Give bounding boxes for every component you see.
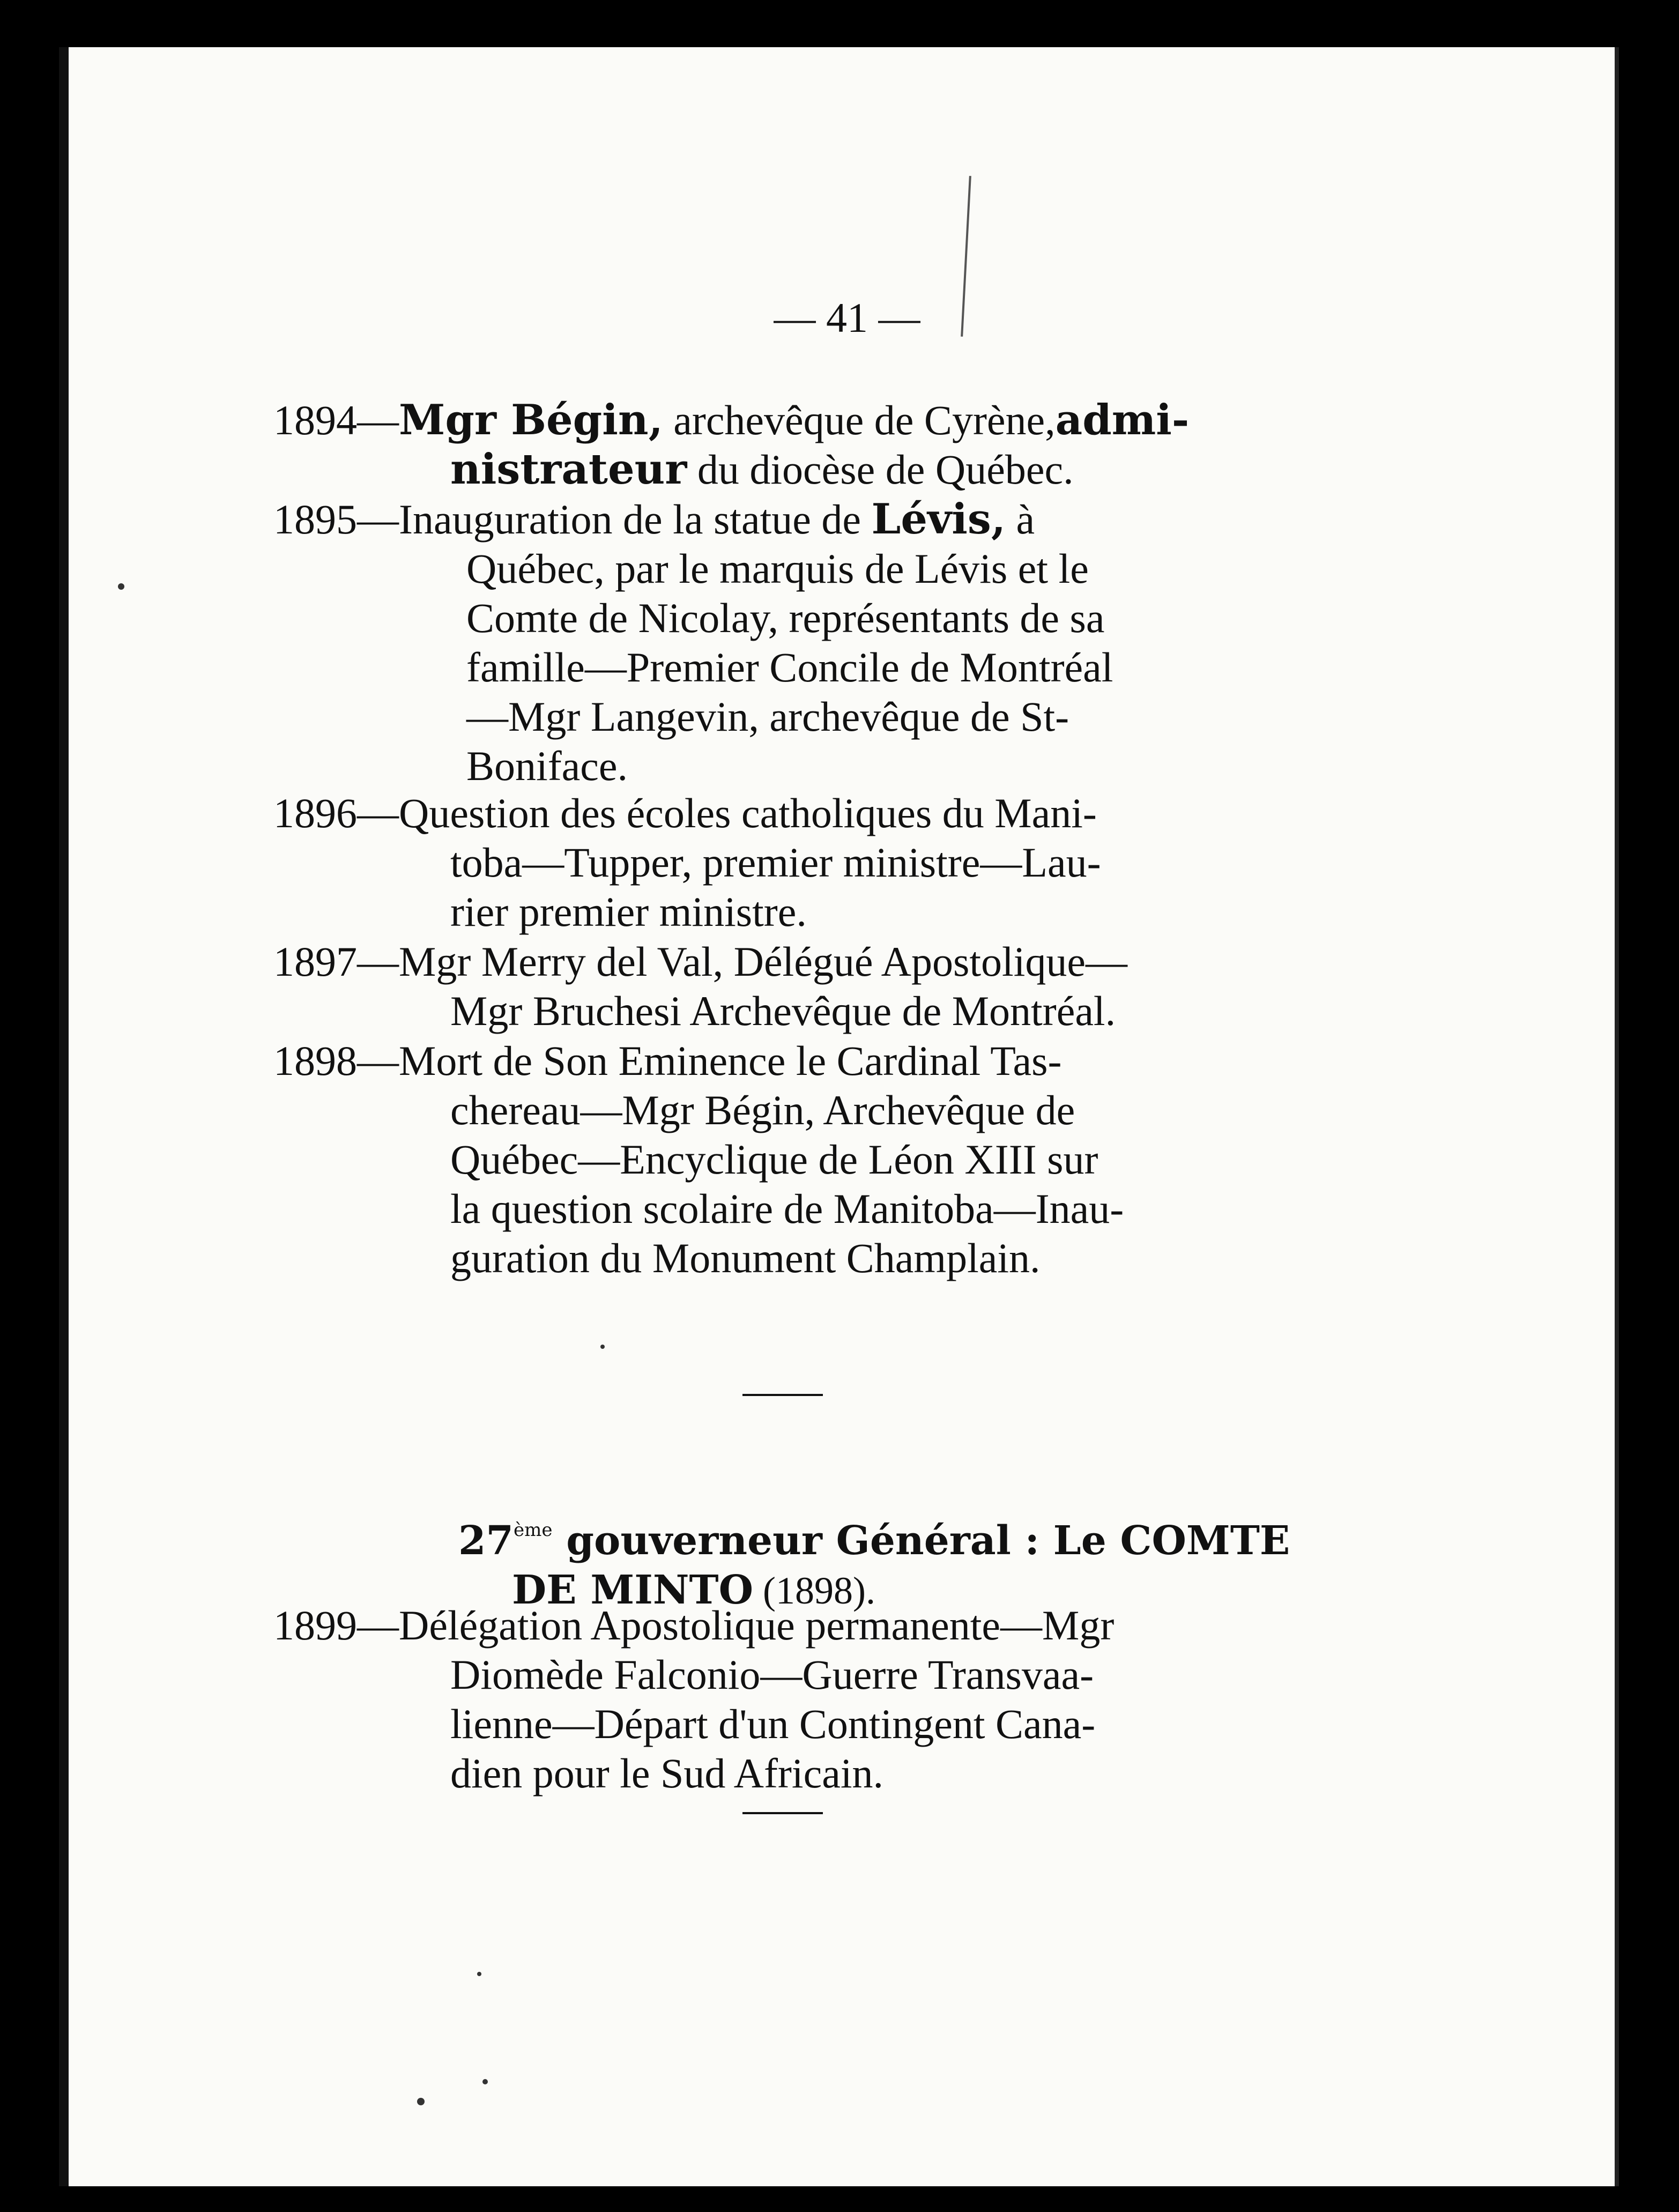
page-number: — 41 —: [774, 294, 920, 341]
chronology-entry-1899: [273, 1601, 1362, 1798]
section-heading: [458, 1505, 1290, 1615]
entry-line: rier premier ministre.: [450, 888, 807, 935]
book-page: [59, 47, 1619, 2186]
entry-text: Question des écoles catholiques du Mani-: [399, 790, 1097, 836]
heading-line-1: [458, 1505, 1290, 1565]
entry-line: la question scolaire de Manitoba—Inau-: [450, 1185, 1124, 1232]
entry-line: dien pour le Sud Africain.: [450, 1750, 883, 1797]
entry-year: 1898—: [273, 1037, 399, 1084]
entry-year: 1895—: [273, 496, 399, 543]
chronology-entry-1895: [273, 495, 1362, 791]
entry-line: [273, 495, 1362, 544]
print-speck: [118, 583, 124, 590]
chronology-entry-1896: [273, 789, 1362, 937]
entry-line: Comte de Nicolay, représentants de sa: [466, 595, 1105, 641]
entry-line: [273, 396, 1362, 445]
entry-line: Mgr Bruchesi Archevêque de Montréal.: [450, 988, 1116, 1034]
page-edge-left: [59, 47, 69, 2186]
entry-line: [273, 937, 1362, 986]
entry-line: [273, 445, 1362, 494]
entry-line: famille—Premier Concile de Montréal: [466, 644, 1113, 691]
heading-year: (1898).: [753, 1569, 875, 1612]
entry-line: Québec, par le marquis de Lévis et le: [466, 545, 1089, 592]
section-divider: [742, 1394, 823, 1396]
chronology-entry-1898: [273, 1036, 1362, 1283]
entry-line: Diomède Falconio—Guerre Transvaa-: [450, 1651, 1094, 1698]
entry-year: 1896—: [273, 790, 399, 836]
entry-text: Mgr Merry del Val, Délégué Apostolique—: [399, 938, 1127, 985]
print-speck: [600, 1345, 605, 1349]
entry-bold-name: Lévis,: [871, 495, 1006, 544]
entry-text: à: [1006, 496, 1035, 543]
entry-text: archevêque de Cyrène,: [663, 397, 1056, 443]
entry-line: [273, 1601, 1362, 1650]
entry-line: Boniface.: [466, 743, 628, 789]
entry-line: toba—Tupper, premier ministre—Lau-: [450, 839, 1101, 886]
entry-line: [273, 789, 1362, 838]
entry-line: guration du Monument Champlain.: [450, 1235, 1041, 1281]
entry-text: Mort de Son Eminence le Cardinal Tas-: [399, 1037, 1062, 1084]
entry-text: du diocèse de Québec.: [687, 446, 1074, 493]
entry-bold-name: Mgr Bégin,: [399, 396, 663, 444]
entry-year: 1897—: [273, 938, 399, 985]
entry-line: lienne—Départ d'un Contingent Cana-: [450, 1701, 1096, 1747]
entry-text: Inauguration de la statue de: [399, 496, 872, 543]
entry-line: [273, 1036, 1362, 1086]
entry-line: Québec—Encyclique de Léon XIII sur: [450, 1136, 1098, 1183]
heading-title: gouverneur Général : Le COMTE: [552, 1518, 1290, 1564]
entry-bold-text: nistrateur: [450, 445, 687, 494]
heading-ordinal: 27: [458, 1518, 514, 1564]
heading-name: DE MINTO: [512, 1567, 754, 1613]
entry-line: chereau—Mgr Bégin, Archevêque de: [450, 1087, 1075, 1133]
chronology-entry-1897: [273, 937, 1362, 1036]
entry-year: 1899—: [273, 1602, 399, 1649]
heading-ordinal-suffix: ème: [513, 1519, 553, 1541]
entry-line: —Mgr Langevin, archevêque de St-: [466, 693, 1069, 740]
chronology-entry-1894: [273, 396, 1362, 494]
entry-year: 1894—: [273, 397, 399, 443]
page-edge-right: [1615, 47, 1619, 2186]
print-speck: [417, 2098, 425, 2105]
entry-bold-text: admi-: [1055, 396, 1190, 444]
print-speck: [477, 1972, 481, 1976]
entry-text: Délégation Apostolique permanente—Mgr: [399, 1602, 1115, 1649]
section-divider: [742, 1812, 823, 1814]
print-speck: [482, 2079, 488, 2084]
